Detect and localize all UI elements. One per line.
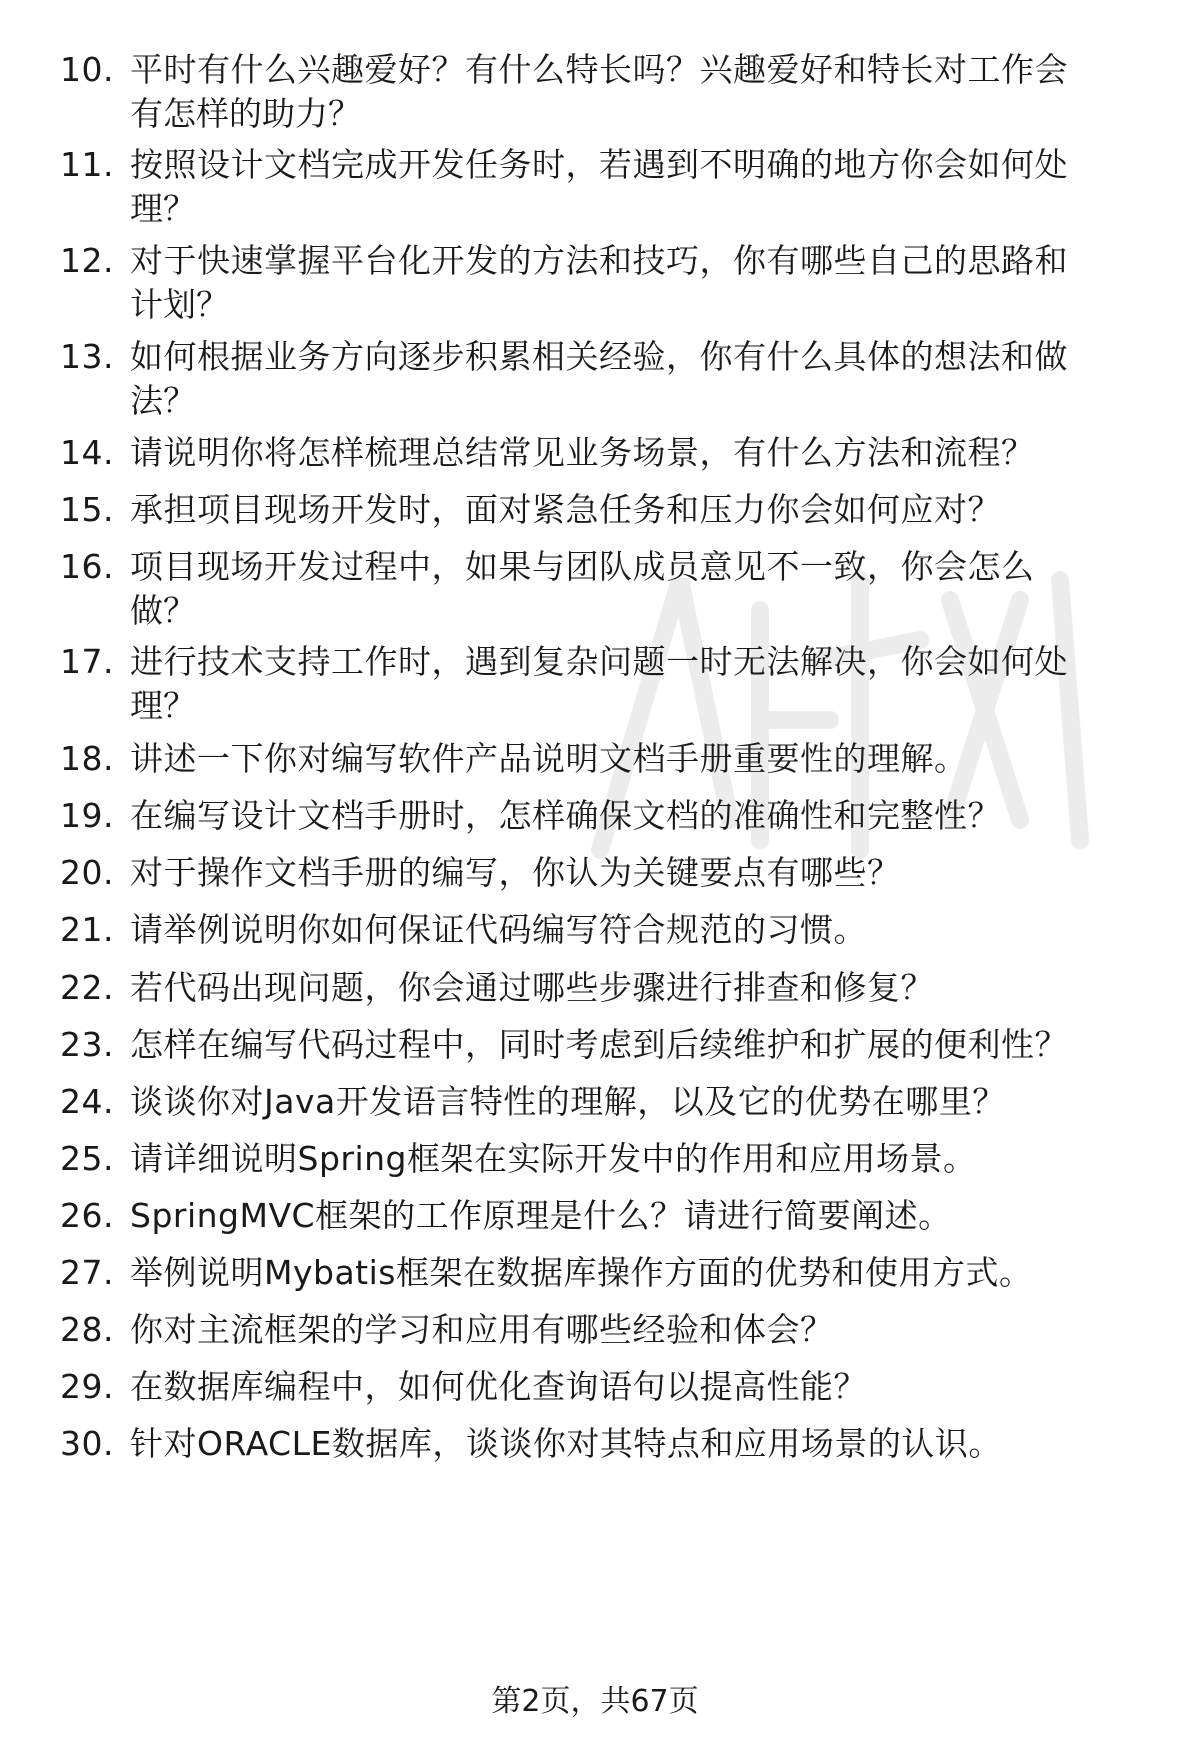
question-text: 进行技术支持工作时，遇到复杂问题一时无法解决，你会如何处	[130, 642, 1068, 681]
question-number: 12.	[60, 241, 114, 280]
question-text: 对于快速掌握平台化开发的方法和技巧，你有哪些自己的思路和	[130, 241, 1068, 280]
question-number: 22.	[60, 968, 114, 1007]
question-text: 在编写设计文档手册时，怎样确保文档的准确性和完整性？	[130, 796, 1001, 835]
question-number: 26.	[60, 1196, 114, 1235]
question-text: 若代码出现问题，你会通过哪些步骤进行排查和修复？	[130, 968, 934, 1007]
question-text-continued: 理？	[130, 189, 196, 228]
question-text-continued: 法？	[130, 381, 196, 420]
question-text-continued: 有怎样的助力？	[130, 94, 361, 133]
question-text: 你对主流框架的学习和应用有哪些经验和体会？	[130, 1310, 834, 1349]
question-text: 请举例说明你如何保证代码编写符合规范的习惯。	[130, 910, 867, 949]
question-number: 25.	[60, 1139, 114, 1178]
question-number: 17.	[60, 642, 114, 681]
question-text: 按照设计文档完成开发任务时，若遇到不明确的地方你会如何处	[130, 145, 1068, 184]
question-number: 10.	[60, 50, 114, 89]
question-text-continued: 计划？	[130, 285, 229, 324]
question-text: 怎样在编写代码过程中，同时考虑到后续维护和扩展的便利性？	[130, 1025, 1068, 1064]
question-text: 在数据库编程中，如何优化查询语句以提高性能？	[130, 1367, 867, 1406]
question-number: 29.	[60, 1367, 114, 1406]
question-number: 21.	[60, 910, 114, 949]
question-text: 谈谈你对Java开发语言特性的理解，以及它的优势在哪里？	[130, 1082, 1006, 1121]
question-number: 24.	[60, 1082, 114, 1121]
question-text: 讲述一下你对编写软件产品说明文档手册重要性的理解。	[130, 739, 968, 778]
question-number: 15.	[60, 490, 114, 529]
question-text: 对于操作文档手册的编写，你认为关键要点有哪些？	[130, 853, 901, 892]
question-text: 项目现场开发过程中，如果与团队成员意见不一致，你会怎么	[130, 547, 1035, 586]
page-number-footer: 第2页，共67页	[491, 1684, 699, 1719]
question-text: 如何根据业务方向逐步积累相关经验，你有什么具体的想法和做	[130, 337, 1068, 376]
question-number: 11.	[60, 145, 114, 184]
question-text-continued: 理？	[130, 686, 196, 725]
question-text: 举例说明Mybatis框架在数据库操作方面的优势和使用方式。	[130, 1253, 1033, 1292]
question-number: 19.	[60, 796, 114, 835]
question-text: 平时有什么兴趣爱好？有什么特长吗？兴趣爱好和特长对工作会	[130, 50, 1068, 89]
question-text-continued: 做？	[130, 591, 196, 630]
question-number: 23.	[60, 1025, 114, 1064]
question-text: 针对ORACLE数据库，谈谈你对其特点和应用场景的认识。	[130, 1424, 1002, 1463]
question-number: 18.	[60, 739, 114, 778]
question-text: SpringMVC框架的工作原理是什么？请进行简要阐述。	[130, 1196, 952, 1235]
question-text: 请说明你将怎样梳理总结常见业务场景，有什么方法和流程？	[130, 433, 1035, 472]
question-number: 20.	[60, 853, 114, 892]
question-number: 27.	[60, 1253, 114, 1292]
question-number: 16.	[60, 547, 114, 586]
question-number: 28.	[60, 1310, 114, 1349]
question-number: 14.	[60, 433, 114, 472]
question-text: 承担项目现场开发时，面对紧急任务和压力你会如何应对？	[130, 490, 1001, 529]
question-number: 30.	[60, 1424, 114, 1463]
question-text: 请详细说明Spring框架在实际开发中的作用和应用场景。	[130, 1139, 977, 1178]
question-number: 13.	[60, 337, 114, 376]
